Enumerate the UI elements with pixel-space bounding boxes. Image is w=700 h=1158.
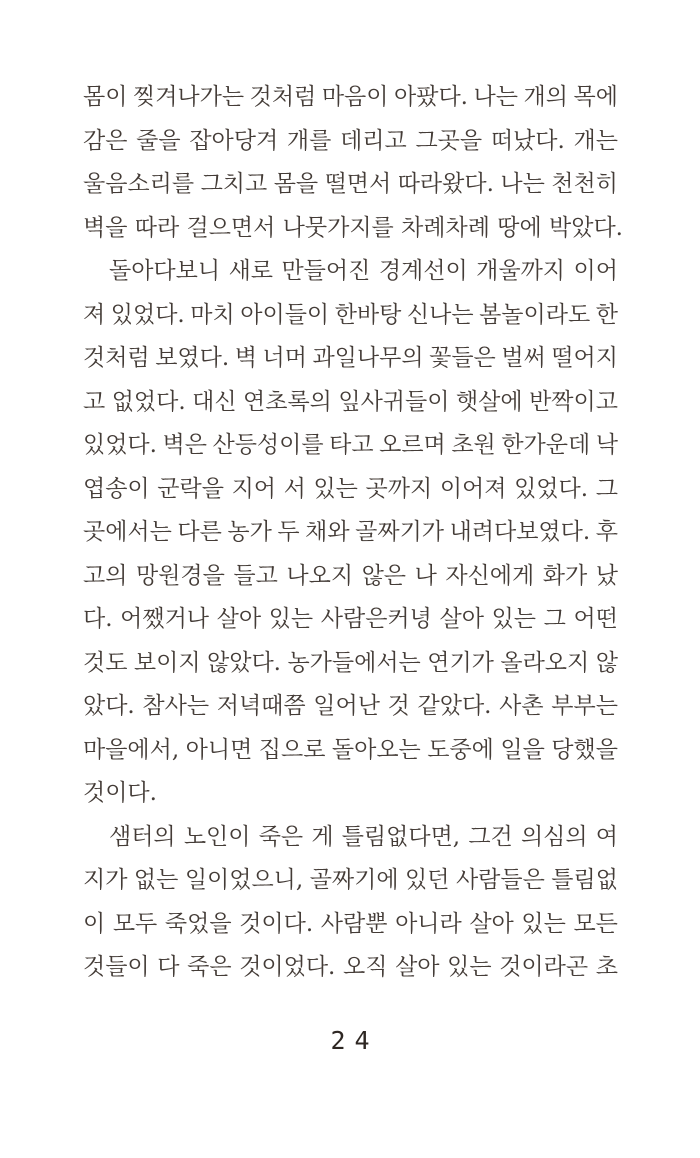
word: 마치 bbox=[190, 301, 235, 328]
word: 보이지 bbox=[133, 649, 201, 676]
text-line-9 bbox=[83, 424, 618, 468]
word: 다. bbox=[83, 606, 113, 632]
word: 모두 bbox=[112, 910, 158, 937]
word: 있는 bbox=[313, 475, 358, 502]
word: 새로 bbox=[228, 258, 273, 284]
word: 일어난 bbox=[313, 693, 380, 719]
word: 것들이 bbox=[83, 954, 150, 980]
body-text bbox=[83, 76, 623, 990]
word: 엽송이 bbox=[83, 475, 150, 502]
word: 햇살에 bbox=[455, 388, 523, 415]
word: 마음이 bbox=[321, 84, 389, 110]
word: 데리고 bbox=[340, 127, 407, 154]
word: 지어 bbox=[231, 475, 276, 502]
word: 타고 bbox=[329, 432, 374, 458]
word: 살아 bbox=[395, 954, 440, 980]
word: 그건 bbox=[468, 823, 513, 850]
word: 골짜기가 bbox=[355, 519, 445, 545]
word: 죽은 bbox=[187, 954, 232, 980]
word: 틀림없다면, bbox=[341, 823, 461, 850]
word: 자신에게 bbox=[445, 562, 535, 589]
word: 것이었다. bbox=[239, 954, 336, 980]
word: 따라왔다. bbox=[397, 171, 494, 197]
word: 부부는 bbox=[551, 693, 618, 719]
word: 서 bbox=[283, 475, 306, 502]
word: 이어 bbox=[573, 258, 618, 284]
word: 어떤 bbox=[573, 606, 618, 632]
word: 잎사귀들이 bbox=[338, 388, 450, 415]
text-line-3 bbox=[83, 163, 618, 207]
word: 다른 bbox=[177, 519, 222, 545]
word: 몸이 bbox=[83, 84, 128, 110]
word: 아니라 bbox=[395, 910, 462, 937]
word: 집으로 bbox=[258, 736, 326, 763]
text-line-16 bbox=[83, 729, 618, 773]
word: 고 bbox=[83, 388, 106, 415]
word: 죽은 bbox=[258, 823, 304, 850]
word: 개를 bbox=[286, 127, 332, 154]
text-line-7 bbox=[83, 337, 618, 381]
word: 초 bbox=[595, 954, 618, 980]
word: 나 bbox=[414, 562, 437, 589]
word: 않 bbox=[595, 649, 618, 676]
word: 후 bbox=[595, 519, 618, 545]
word: 있던 bbox=[405, 867, 450, 893]
word: 게 bbox=[311, 823, 334, 850]
word: 농가 bbox=[227, 519, 272, 545]
word: 있는 bbox=[447, 954, 492, 980]
word: 지가 bbox=[83, 867, 128, 893]
word: 마을에서, bbox=[83, 736, 180, 763]
word: 어쨌거나 bbox=[120, 606, 210, 632]
word: 곳에서는 bbox=[83, 519, 172, 545]
word: 일을 bbox=[500, 736, 545, 763]
text-line-11 bbox=[83, 511, 618, 555]
word: 오직 bbox=[343, 954, 388, 980]
word: 망원경을 bbox=[135, 562, 225, 589]
word: 천천히 bbox=[551, 171, 618, 197]
word: 골짜기에 bbox=[309, 867, 399, 893]
word: 돌아다보니 bbox=[109, 258, 221, 284]
word: 나오지 bbox=[286, 562, 354, 589]
word: 그 bbox=[543, 606, 566, 632]
word: 없는 bbox=[133, 867, 179, 893]
word: 과일나무의 bbox=[312, 345, 424, 371]
word: 모든 bbox=[573, 910, 618, 937]
word: 낙 bbox=[595, 432, 618, 458]
word: 있는 bbox=[521, 910, 566, 937]
word: 그치고 bbox=[200, 171, 268, 197]
word: 샘터의 bbox=[109, 823, 176, 850]
word: 고의 bbox=[83, 562, 128, 589]
word: 연초록의 bbox=[243, 388, 332, 415]
word: 여 bbox=[595, 823, 618, 850]
word: 울음소리를 bbox=[83, 171, 195, 197]
word: 노인이 bbox=[183, 823, 251, 850]
text-line-4: 벽을 따라 걸으면서 나뭇가지를 차례차례 땅에 박았다. bbox=[83, 214, 623, 241]
word: 있었다. bbox=[83, 432, 157, 458]
word: 두 bbox=[277, 519, 300, 545]
word: 반짝이고 bbox=[529, 388, 618, 415]
word: 줄을 bbox=[136, 127, 181, 154]
text-line-21 bbox=[83, 946, 618, 990]
word: 도중에 bbox=[427, 736, 494, 763]
word: 의심의 bbox=[520, 823, 588, 850]
word: 살아 bbox=[469, 910, 514, 937]
word: 있는 bbox=[491, 606, 536, 632]
word: 사촌 bbox=[499, 693, 544, 719]
word: 것도 bbox=[83, 649, 128, 676]
word: 않은 bbox=[361, 562, 407, 589]
word: 일이었으니, bbox=[184, 867, 304, 893]
word: 있는 bbox=[268, 606, 314, 632]
word: 올라오지 bbox=[500, 649, 590, 676]
word: 다 bbox=[157, 954, 180, 980]
word: 벽은 bbox=[162, 432, 207, 458]
word: 한 bbox=[595, 301, 618, 328]
word: 틀림없 bbox=[551, 867, 618, 893]
word: 개의 bbox=[523, 84, 568, 110]
word: 신나는 bbox=[406, 301, 474, 328]
word: 보였다. bbox=[155, 345, 230, 371]
word: 그곳을 bbox=[415, 127, 483, 154]
word: 잡아당겨 bbox=[189, 127, 279, 154]
word: 아팠다. bbox=[394, 84, 468, 110]
word: 같았다. bbox=[417, 693, 492, 719]
text-line-17: 것이다. bbox=[83, 780, 157, 806]
word: 것 bbox=[387, 693, 410, 719]
text-line-19 bbox=[83, 859, 618, 903]
word: 져 bbox=[83, 301, 106, 328]
text-line-6 bbox=[83, 294, 618, 338]
word: 찢겨나가는 bbox=[132, 84, 245, 110]
word: 오르며 bbox=[379, 432, 446, 458]
word: 아니면 bbox=[185, 736, 253, 763]
word: 너머 bbox=[262, 345, 307, 371]
text-line-8 bbox=[83, 381, 618, 425]
text-line-18 bbox=[83, 816, 618, 860]
word: 살아 bbox=[439, 606, 484, 632]
word: 돌아오는 bbox=[331, 736, 421, 763]
word: 초원 bbox=[451, 432, 496, 458]
word: 연기가 bbox=[427, 649, 494, 676]
page-number: 24 bbox=[330, 1026, 379, 1055]
word: 아이들이 bbox=[240, 301, 330, 328]
word: 것처럼 bbox=[249, 84, 317, 110]
word: 나는 bbox=[500, 171, 545, 197]
text-line-1 bbox=[83, 76, 618, 120]
word: 사람뿐 bbox=[320, 910, 388, 937]
word: 있었다. bbox=[514, 475, 589, 502]
text-line-15 bbox=[83, 685, 618, 729]
word: 참사는 bbox=[142, 693, 210, 719]
word: 났 bbox=[595, 562, 618, 589]
text-line-13 bbox=[83, 598, 618, 642]
word: 않았다. bbox=[207, 649, 281, 676]
word: 나는 bbox=[473, 84, 518, 110]
word: 떨면서 bbox=[324, 171, 392, 197]
word: 봄놀이라도 bbox=[479, 301, 591, 328]
word: 살아 bbox=[216, 606, 262, 632]
text-line-2 bbox=[83, 120, 618, 164]
word: 화가 bbox=[542, 562, 588, 589]
word: 곳까지 bbox=[365, 475, 433, 502]
text-line-20 bbox=[83, 903, 618, 947]
word: 꽃들은 bbox=[429, 345, 496, 371]
word: 개는 bbox=[573, 127, 618, 154]
word: 벽 bbox=[234, 345, 257, 371]
word: 떠났다. bbox=[490, 127, 565, 154]
word: 이어져 bbox=[439, 475, 507, 502]
word: 농가들에서는 bbox=[287, 649, 421, 676]
word: 산등성이를 bbox=[212, 432, 324, 458]
word: 들고 bbox=[233, 562, 278, 589]
word: 것처럼 bbox=[83, 345, 150, 371]
word: 만들어진 bbox=[281, 258, 371, 284]
word: 저녁때쯤 bbox=[216, 693, 306, 719]
word: 몸을 bbox=[273, 171, 319, 197]
word: 목에 bbox=[573, 84, 618, 110]
word: 떨어지 bbox=[551, 345, 618, 371]
word: 았다. bbox=[83, 693, 135, 719]
word: 경계선이 bbox=[378, 258, 468, 284]
word: 당했을 bbox=[551, 736, 618, 763]
word: 채와 bbox=[305, 519, 350, 545]
word: 있었다. bbox=[110, 301, 185, 328]
word: 한바탕 bbox=[334, 301, 402, 328]
word: 감은 bbox=[83, 127, 128, 154]
word: 이 bbox=[83, 910, 106, 937]
word: 것이라곤 bbox=[499, 954, 589, 980]
text-line-5 bbox=[83, 250, 618, 294]
word: 개울까지 bbox=[476, 258, 566, 284]
text-line-14 bbox=[83, 642, 618, 686]
word: 것이다. bbox=[239, 910, 314, 937]
word: 죽었을 bbox=[164, 910, 232, 937]
word: 사람들은 bbox=[455, 867, 545, 893]
word: 그 bbox=[595, 475, 618, 502]
word: 사람은커녕 bbox=[320, 606, 432, 632]
word: 없었다. bbox=[111, 388, 186, 415]
word: 벌써 bbox=[501, 345, 546, 371]
word: 군락을 bbox=[157, 475, 224, 502]
word: 내려다보였다. bbox=[449, 519, 591, 545]
text-line-12 bbox=[83, 555, 618, 599]
word: 한가운데 bbox=[501, 432, 591, 458]
text-line-10 bbox=[83, 468, 618, 512]
word: 대신 bbox=[192, 388, 237, 415]
